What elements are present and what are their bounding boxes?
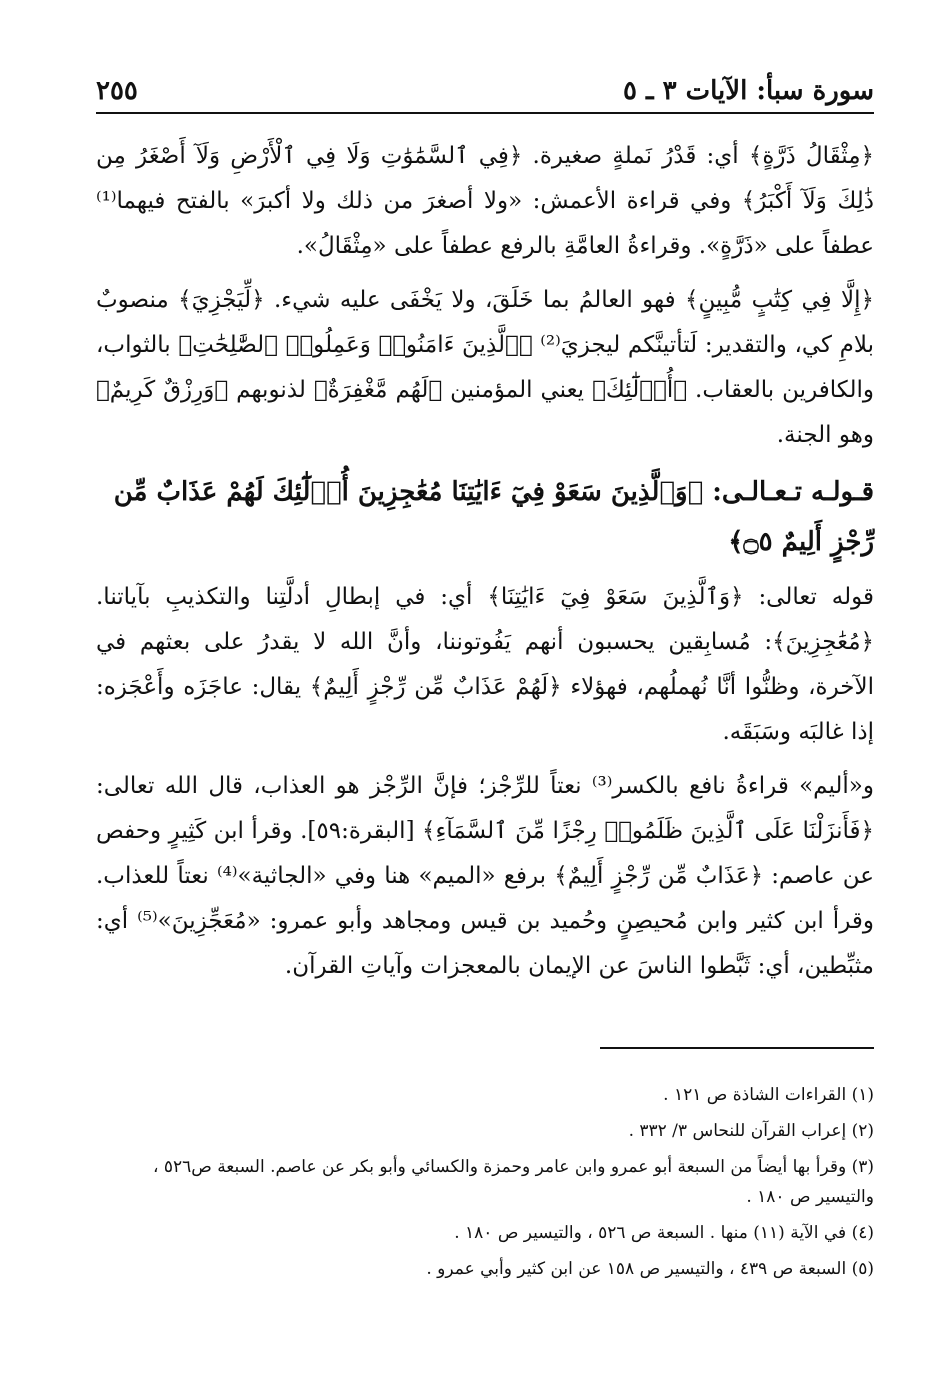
paragraph-alim-qiraat: و«أليم» قراءةُ نافع بالكسر⁽³⁾ نعتاً للرِّجْز؛ فإنَّ الرِّجْز هو العذاب، قال الله تعالى: ﴿فَأَنزَلْنَا عَلَى ٱلَّذِينَ ظَلَمُوا۟ رِجْزًا مِّنَ ٱلسَّمَآءِ﴾ [البقرة:٥٩]. وقرأ ابن كَثِيرٍ وحفص عن عاصم: ﴿عَذَابٌ مِّن رِّجْزٍ أَلِيمٌ﴾ برفع «الميم» هنا وفي «الجاثية»⁽⁴⁾ نعتاً للعذاب. وقرأ ابن كثير وابن مُحيصِنٍ وحُميد بن قيس ومجاهد وأبو عمرو: «مُعَجِّزِينَ»⁽⁵⁾ أي: مثبِّطين، أي: ثَبَّطوا الناسَ عن الإيمان بالمعجزات وآياتِ القرآن. [96,773,875,979]
paragraph-mithqal: ﴿مِثْقَالُ ذَرَّةٍ﴾ أي: قَدْرُ نَملةٍ صغيرة. ﴿فِي ٱلسَّمَٰوَٰتِ وَلَا فِي ٱلْأَرْضِ وَلَآ أَصْغَرُ مِن ذَٰلِكَ وَلَآ أَكْبَرُ﴾ وفي قراءة الأعمش: «ولا أصغرَ من ذلك ولا أكبرَ» بالفتح فيهما⁽¹⁾ عطفاً على «ذَرَّةٍ». وقراءةُ العامَّةِ بالرفع عطفاً على «مِثْقَالُ». [96,143,874,259]
main-text [96,134,874,998]
footnote-1: (١) القراءات الشاذة ص ١٢١ . [663,1085,874,1105]
footnote-3: (٣) وقرأ بها أيضاً من السبعة أبو عمرو وابن عامر وحمزة والكسائي وأبو بكر عن عاصم. السبعة ص٥٢٦ ، والتيسير ص ١٨٠ . [152,1157,874,1207]
page-number: ٢٥٥ [96,76,138,106]
page-header [96,66,874,106]
footnote-5: (٥) السبعة ص ٤٣٩ ، والتيسير ص ١٥٨ عن ابن كثير وأبي عمرو . [426,1259,874,1279]
paragraph-kitab-mubin: ﴿إِلَّا فِي كِتَٰبٍ مُّبِينٍ﴾ فهو العالمُ بما خَلَقَ، ولا يَخْفَى عليه شيء. ﴿لِّيَجْزِيَ﴾ منصوبٌ بلامِ كي، والتقدير: لَتأتينَّكم ليجزيَ⁽²⁾ ﴿ٱلَّذِينَ ءَامَنُوا۟ وَعَمِلُوا۟ ٱلصَّٰلِحَٰتِ﴾ بالثواب، والكافرين بالعقاب. ﴿أُو۟لَٰٓئِكَ﴾ يعني المؤمنين ﴿لَهُم مَّغْفِرَةٌ﴾ لذنوبهم ﴿وَرِزْقٌ كَرِيمٌ﴾ وهو الجنة. [96,287,874,448]
footnote-divider [600,1047,874,1049]
running-title: سورة سبأ: الآيات ٣ ـ ٥ [622,76,874,106]
footnotes [96,1080,874,1290]
verse-heading: قـولـه تـعـالـى: ﴿وَٱلَّذِينَ سَعَوْ فِيٓ ءَايَٰتِنَا مُعَٰجِزِينَ أُو۟لَٰٓئِكَ لَهُمْ عَذَابٌ مِّن رِّجْزٍ أَلِيمٌ ۝٥﴾ [113,477,874,557]
footnote-2: (٢) إعراب القرآن للنحاس ٣/ ٣٣٢ . [628,1121,874,1141]
footnote-4: (٤) في الآية (١١) منها . السبعة ص ٥٢٦ ، والتيسير ص ١٨٠ . [454,1223,874,1243]
paragraph-muajizin: قوله تعالى: ﴿وَٱلَّذِينَ سَعَوْ فِيٓ ءَايَٰتِنَا﴾ أي: في إبطالِ أدلَّتِنا والتكذيبِ بآياتنا. ﴿مُعَٰجِزِينَ﴾: مُسابِقين يحسبون أنهم يَفُوتوننا، وأنَّ الله لا يقدرُ على بعثهم في الآخرة، وظنُّوا أنَّا نُهملُهم، فهؤلاء ﴿لَهُمْ عَذَابٌ مِّن رِّجْزٍ أَلِيمٌ﴾ يقال: عاجَزَه وأَعْجَزه: إذا غالبَه وسَبَقَه. [96,584,874,745]
header-divider [96,112,874,114]
